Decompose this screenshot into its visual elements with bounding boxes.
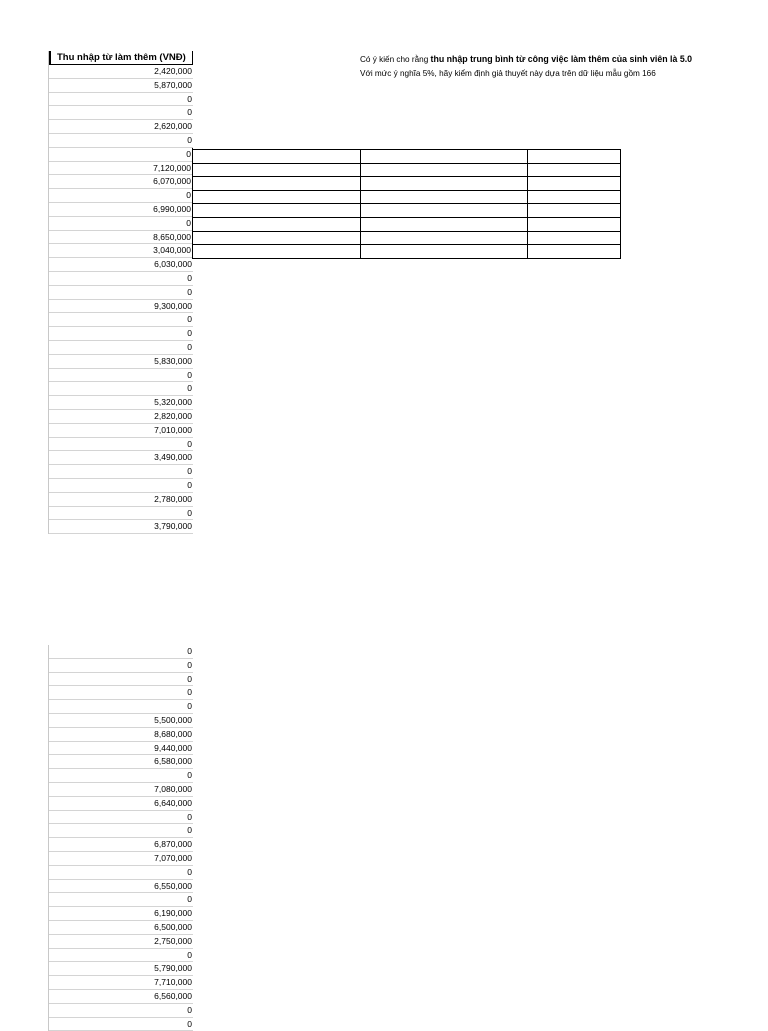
problem-statement	[360, 52, 768, 81]
income-cell[interactable]: 0	[49, 645, 193, 659]
income-cell[interactable]: 5,500,000	[49, 714, 193, 728]
income-cell[interactable]: 5,320,000	[49, 396, 193, 410]
income-cell[interactable]: 0	[49, 106, 193, 120]
income-cell[interactable]: 0	[49, 949, 193, 963]
income-cell[interactable]: 9,300,000	[49, 300, 193, 314]
answer-table-cell[interactable]	[528, 150, 621, 164]
answer-table-cell[interactable]	[528, 217, 621, 231]
column-header[interactable]: Thu nhập từ làm thêm (VNĐ)	[49, 51, 193, 65]
answer-table-cell[interactable]	[361, 245, 528, 259]
answer-table-row	[193, 245, 621, 259]
answer-table-cell[interactable]	[193, 217, 361, 231]
income-cell[interactable]: 0	[49, 93, 193, 107]
income-cell[interactable]: 6,500,000	[49, 921, 193, 935]
answer-table-cell[interactable]	[528, 245, 621, 259]
answer-table-cell[interactable]	[528, 231, 621, 245]
income-cell[interactable]: 6,190,000	[49, 907, 193, 921]
answer-table-row	[193, 163, 621, 177]
answer-table-row	[193, 177, 621, 191]
answer-table-row	[193, 217, 621, 231]
statement-line-1[interactable]	[360, 52, 768, 67]
income-cell[interactable]: 8,650,000	[49, 231, 193, 245]
answer-table-cell[interactable]	[361, 231, 528, 245]
income-cell[interactable]: 0	[49, 866, 193, 880]
income-cell[interactable]: 0	[49, 1018, 193, 1031]
income-cell[interactable]: 0	[49, 673, 193, 687]
income-cell[interactable]: 6,870,000	[49, 838, 193, 852]
answer-table-cell[interactable]	[193, 245, 361, 259]
income-cell[interactable]: 0	[49, 217, 193, 231]
answer-table-cell[interactable]	[193, 177, 361, 191]
answer-table-cell[interactable]	[193, 163, 361, 177]
income-cell[interactable]: 2,780,000	[49, 493, 193, 507]
answer-table-cell[interactable]	[528, 204, 621, 218]
answer-table-cell[interactable]	[528, 190, 621, 204]
income-cell[interactable]: 7,120,000	[49, 162, 193, 176]
income-cell[interactable]: 0	[49, 686, 193, 700]
answer-table-cell[interactable]	[361, 163, 528, 177]
answer-table-row	[193, 231, 621, 245]
answer-table-cell[interactable]	[193, 204, 361, 218]
answer-table-cell[interactable]	[193, 231, 361, 245]
answer-table-row	[193, 190, 621, 204]
answer-table-cell[interactable]	[361, 204, 528, 218]
income-cell[interactable]: 6,580,000	[49, 755, 193, 769]
income-cell[interactable]: 0	[49, 148, 193, 162]
statement-bold: thu nhập trung bình từ công việc làm thêm của sinh viên là 5.0	[430, 54, 693, 64]
answer-table-cell[interactable]	[361, 177, 528, 191]
income-cell[interactable]: 2,420,000	[49, 65, 193, 79]
income-cell[interactable]: 6,990,000	[49, 203, 193, 217]
income-column-bottom	[48, 645, 193, 1031]
income-cell[interactable]: 0	[49, 507, 193, 521]
income-cell[interactable]: 3,490,000	[49, 451, 193, 465]
income-cell[interactable]: 7,070,000	[49, 852, 193, 866]
answer-table-cell[interactable]	[528, 177, 621, 191]
income-cell[interactable]: 0	[49, 286, 193, 300]
income-cell[interactable]: 2,750,000	[49, 935, 193, 949]
income-cell[interactable]: 0	[49, 382, 193, 396]
income-cell[interactable]: 6,070,000	[49, 175, 193, 189]
income-cell[interactable]: 0	[49, 438, 193, 452]
income-cell[interactable]: 0	[49, 327, 193, 341]
income-cell[interactable]: 7,710,000	[49, 976, 193, 990]
income-cell[interactable]: 9,440,000	[49, 742, 193, 756]
income-cell[interactable]: 0	[49, 341, 193, 355]
income-cell[interactable]: 2,820,000	[49, 410, 193, 424]
answer-table-cell[interactable]	[361, 150, 528, 164]
income-cell[interactable]: 0	[49, 700, 193, 714]
income-cell[interactable]: 5,870,000	[49, 79, 193, 93]
income-cell[interactable]: 0	[49, 134, 193, 148]
income-cell[interactable]: 6,560,000	[49, 990, 193, 1004]
statement-line-2[interactable]: Với mức ý nghĩa 5%, hãy kiểm định giả thuyết này dựa trên dữ liệu mẫu gồm 166	[360, 69, 656, 78]
income-cell[interactable]: 0	[49, 893, 193, 907]
cell-list-top	[49, 65, 193, 534]
answer-table	[192, 149, 621, 259]
cell-list-bottom	[49, 645, 193, 1031]
income-cell[interactable]: 0	[49, 811, 193, 825]
income-cell[interactable]: 0	[49, 189, 193, 203]
answer-table-cell[interactable]	[361, 190, 528, 204]
income-cell[interactable]: 6,030,000	[49, 258, 193, 272]
answer-table-cell[interactable]	[361, 217, 528, 231]
income-cell[interactable]: 0	[49, 824, 193, 838]
income-cell[interactable]: 5,830,000	[49, 355, 193, 369]
income-cell[interactable]: 7,010,000	[49, 424, 193, 438]
answer-table-cell[interactable]	[193, 190, 361, 204]
income-cell[interactable]: 0	[49, 465, 193, 479]
income-cell[interactable]: 0	[49, 272, 193, 286]
answer-table-cell[interactable]	[528, 163, 621, 177]
income-column-top	[48, 51, 193, 534]
income-cell[interactable]: 8,680,000	[49, 728, 193, 742]
income-cell[interactable]: 3,040,000	[49, 244, 193, 258]
income-cell[interactable]: 3,790,000	[49, 520, 193, 534]
income-cell[interactable]: 6,550,000	[49, 880, 193, 894]
answer-table-row	[193, 204, 621, 218]
income-cell[interactable]: 0	[49, 659, 193, 673]
statement-prefix: Có ý kiến cho rằng	[360, 55, 431, 64]
income-cell[interactable]: 0	[49, 313, 193, 327]
income-cell[interactable]: 5,790,000	[49, 962, 193, 976]
income-cell[interactable]: 7,080,000	[49, 783, 193, 797]
income-cell[interactable]: 0	[49, 479, 193, 493]
answer-table-row	[193, 150, 621, 164]
income-cell[interactable]: 0	[49, 1004, 193, 1018]
income-cell[interactable]: 0	[49, 369, 193, 383]
answer-table-cell[interactable]	[193, 150, 361, 164]
income-cell[interactable]: 2,620,000	[49, 120, 193, 134]
income-cell[interactable]: 0	[49, 769, 193, 783]
income-cell[interactable]: 6,640,000	[49, 797, 193, 811]
